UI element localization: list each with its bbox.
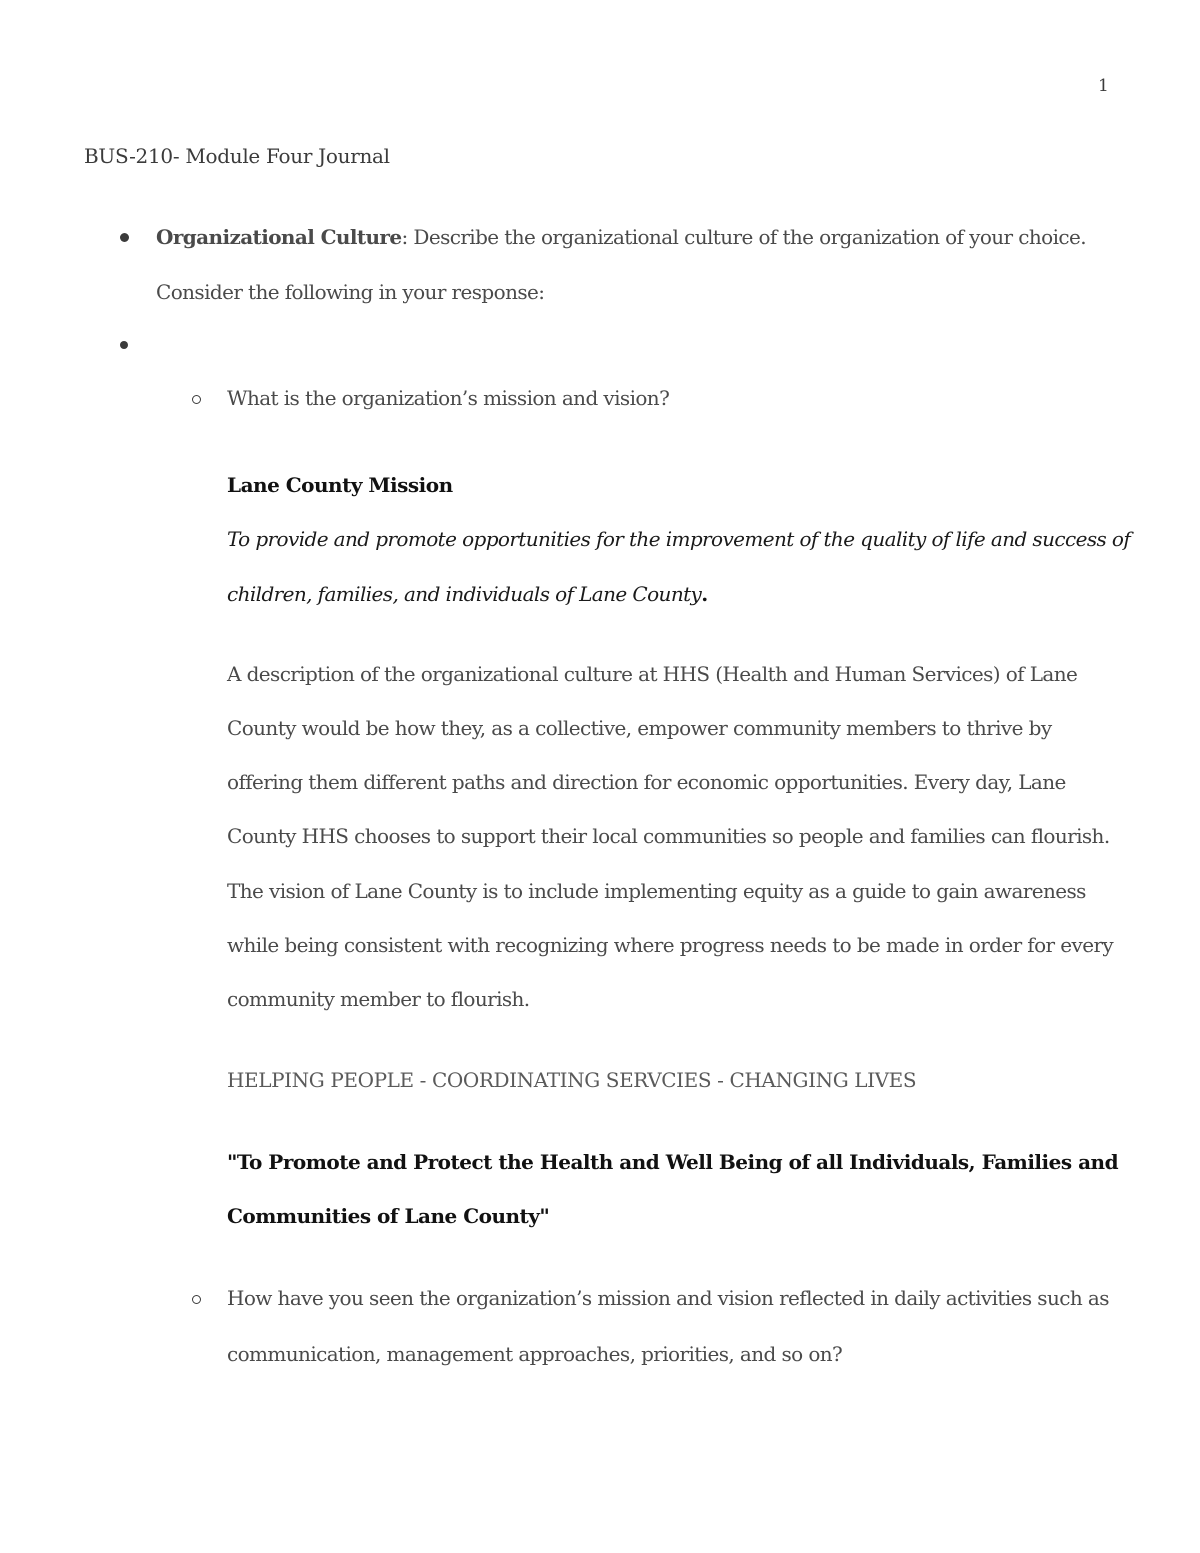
bullet-dot-icon [120,233,129,242]
question-2-line1: How have you seen the organization’s mission and vision reflected in daily activities such as [227,1286,1109,1310]
mission-statement-line1: To provide and promote opportunities for the improvement of the quality of life and success of [227,527,1131,551]
document-title: BUS-210- Module Four Journal [84,144,390,168]
bullet1-label: Organizational Culture [156,225,402,249]
slogan: HELPING PEOPLE - COORDINATING SERVCIES - CHANGING LIVES [227,1068,917,1092]
mission-statement-text: children, families, and individuals of Lane County [227,582,702,606]
description-line: County HHS chooses to support their local communities so people and families can flourish. [227,824,1110,848]
description-line: The vision of Lane County is to include implementing equity as a guide to gain awareness [227,879,1086,903]
bullet-circle-icon [192,1295,201,1304]
quote-line1: "To Promote and Protect the Health and Well Being of all Individuals, Families and [227,1150,1119,1174]
bullet1-text: : Describe the organizational culture of the organization of your choice. [401,225,1086,249]
description-line: while being consistent with recognizing where progress needs to be made in order for every [227,933,1114,957]
description-line: A description of the organizational culture at HHS (Health and Human Services) of Lane [227,662,1078,686]
bullet-dot-icon [120,341,128,349]
question-2-line2: communication, management approaches, priorities, and so on? [227,1342,843,1366]
mission-heading: Lane County Mission [227,473,453,497]
page-number: 1 [1098,76,1109,96]
question-1: What is the organization’s mission and vision? [227,386,670,410]
description-line: community member to flourish. [227,987,530,1011]
bullet1-line1 [156,225,1086,249]
bullet1-line2: Consider the following in your response: [156,280,545,304]
mission-statement-line2 [227,582,708,606]
mission-statement-period: . [701,582,708,606]
description-line: County would be how they, as a collective, empower community members to thrive by [227,716,1052,740]
quote-line2: Communities of Lane County" [227,1204,550,1228]
description-line: offering them different paths and direction for economic opportunities. Every day, Lane [227,770,1066,794]
bullet-circle-icon [192,395,201,404]
